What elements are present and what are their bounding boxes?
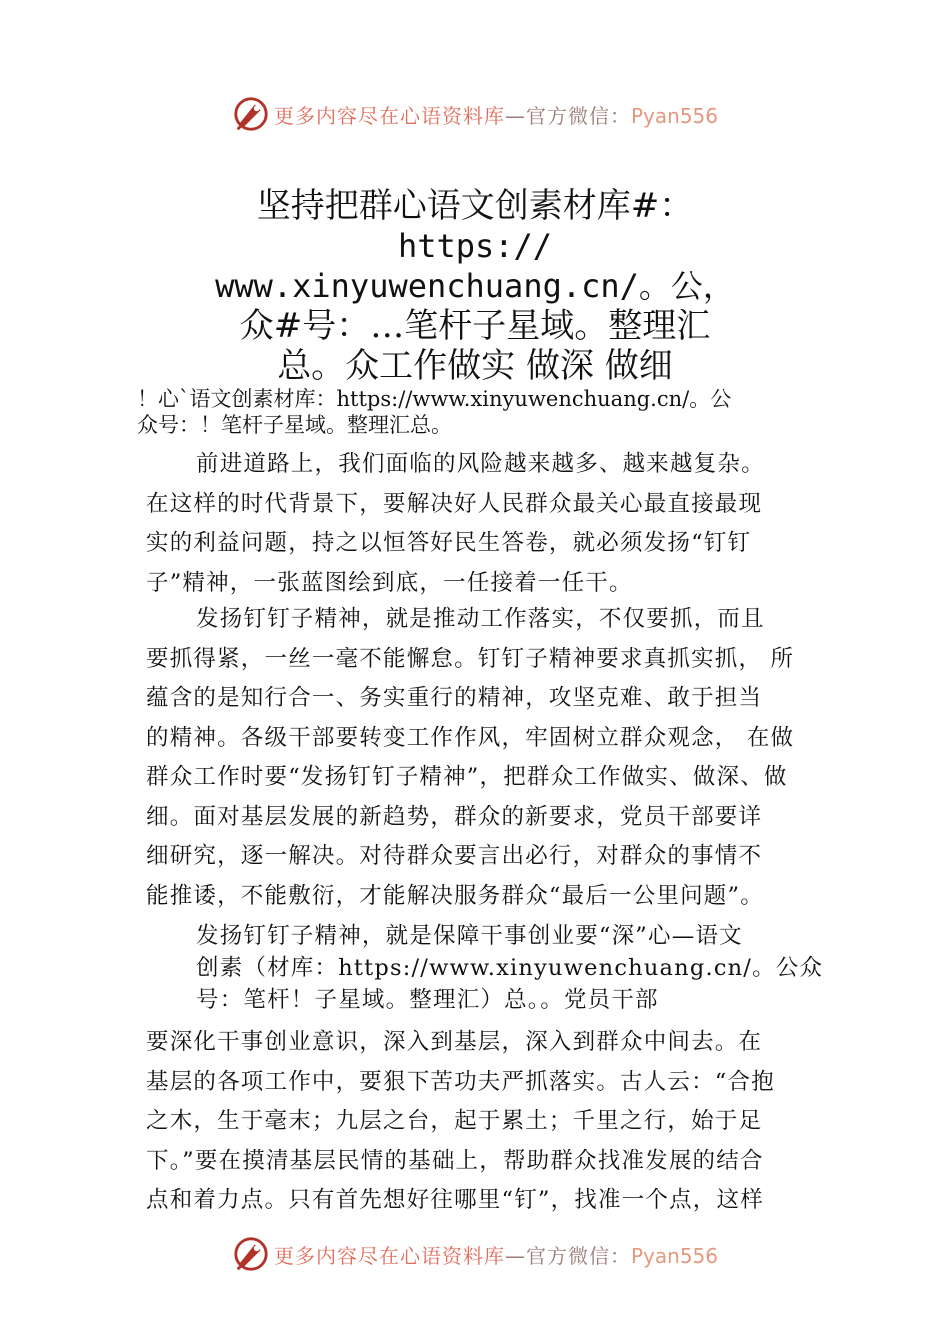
paragraph-4 [146, 1023, 826, 1221]
text-line: 能推诿，不能敷衍，才能解决服务群众“最后一公里问题”。 [146, 882, 764, 909]
note-line: 众号：！笔杆子星域。整理汇总。 [137, 413, 452, 437]
banner-text [274, 100, 718, 129]
text-line: 的精神。各级干部要转变工作作风，牢固树立群众观念， 在做 [146, 724, 795, 751]
text-line: 群众工作时要“发扬钉钉子精神”，把群众工作做实、做深、做 [146, 764, 788, 790]
text-line: 在这样的时代背景下，要解决好人民群众最关心最直接最现 [146, 490, 763, 517]
banner-text [274, 1240, 718, 1269]
footer-banner [0, 1232, 950, 1276]
title-line: 众#号：…笔杆子星域。整理汇 [239, 306, 711, 346]
banner-account: Pyan556 [630, 1243, 718, 1268]
text-line: 之木，生于毫末；九层之台，起于累土；千里之行，始于足 [146, 1108, 763, 1134]
text-line: 要深化干事创业意识，深入到基层，深入到群众中间去。在 [146, 1029, 763, 1055]
text-line: 蕴含的是知行合一、务实重行的精神，攻坚克难、敢于担当 [146, 685, 763, 711]
text-line: 细研究，逐一解决。对待群众要言出必行，对群众的事情不 [146, 843, 763, 869]
text-line: 基层的各项工作中，要狠下苦功夫严抓落实。古人云：“合抱 [146, 1068, 775, 1095]
text-line: 实的利益问题，持之以恒答好民生答卷，就必须发扬“钉钉 [146, 530, 752, 556]
text-line: 子”精神，一张蓝图绘到底，一任接着一任干。 [146, 569, 633, 596]
text-line: 点和着力点。只有首先想好往哪里“钉”，找准一个点，这样 [146, 1187, 764, 1213]
text-line: 前进道路上，我们面临的风险越来越多、越来越复杂。 [196, 451, 765, 477]
title-line: www.xinyuwenchuang.cn/。公， [215, 267, 735, 305]
paragraph-2 [146, 600, 826, 916]
header-banner [0, 92, 950, 136]
note-line: ！心`语文创素材库：https://www.xinyuwenchuang.cn/。公 [137, 387, 732, 411]
banner-official: 官方微信： [525, 103, 631, 128]
text-line: 创素（材库：https://www.xinyuwenchuang.cn/。公众 [196, 955, 824, 981]
title-line: 坚持把群心语文创素材库#： [256, 186, 694, 226]
source-note [137, 386, 827, 438]
document-title [120, 186, 830, 386]
paragraph-1 [146, 445, 826, 603]
paragraph-3 [196, 920, 824, 1016]
title-line: 总。众工作做实 做深 做细 [277, 346, 673, 386]
text-line: 要抓得紧，一丝一毫不能懈怠。钉钉子精神要求真抓实抓， 所 [146, 645, 795, 672]
banner-dash: — [504, 1243, 526, 1268]
pen-nib-logo-icon [232, 95, 270, 133]
text-line: 下。”要在摸清基层民情的基础上，帮助群众找准发展的结合 [146, 1147, 764, 1174]
text-line: 细。面对基层发展的新趋势，群众的新要求，党员干部要详 [146, 803, 763, 830]
text-line: 发扬钉钉子精神，就是推动工作落实，不仅要抓，而且 [196, 606, 765, 632]
banner-official: 官方微信： [525, 1243, 631, 1268]
banner-dash: — [504, 103, 526, 128]
pen-nib-logo-icon [232, 1235, 270, 1273]
banner-brand: 更多内容尽在心语资料库 [273, 103, 505, 128]
text-line: 发扬钉钉子精神，就是保障干事创业要“深”心—语文 [196, 923, 743, 949]
text-line: 号：笔杆！子星域。整理汇）总。。党员干部 [196, 987, 659, 1013]
banner-account: Pyan556 [630, 103, 718, 128]
title-line: https:// [397, 227, 553, 265]
banner-brand: 更多内容尽在心语资料库 [273, 1243, 505, 1268]
